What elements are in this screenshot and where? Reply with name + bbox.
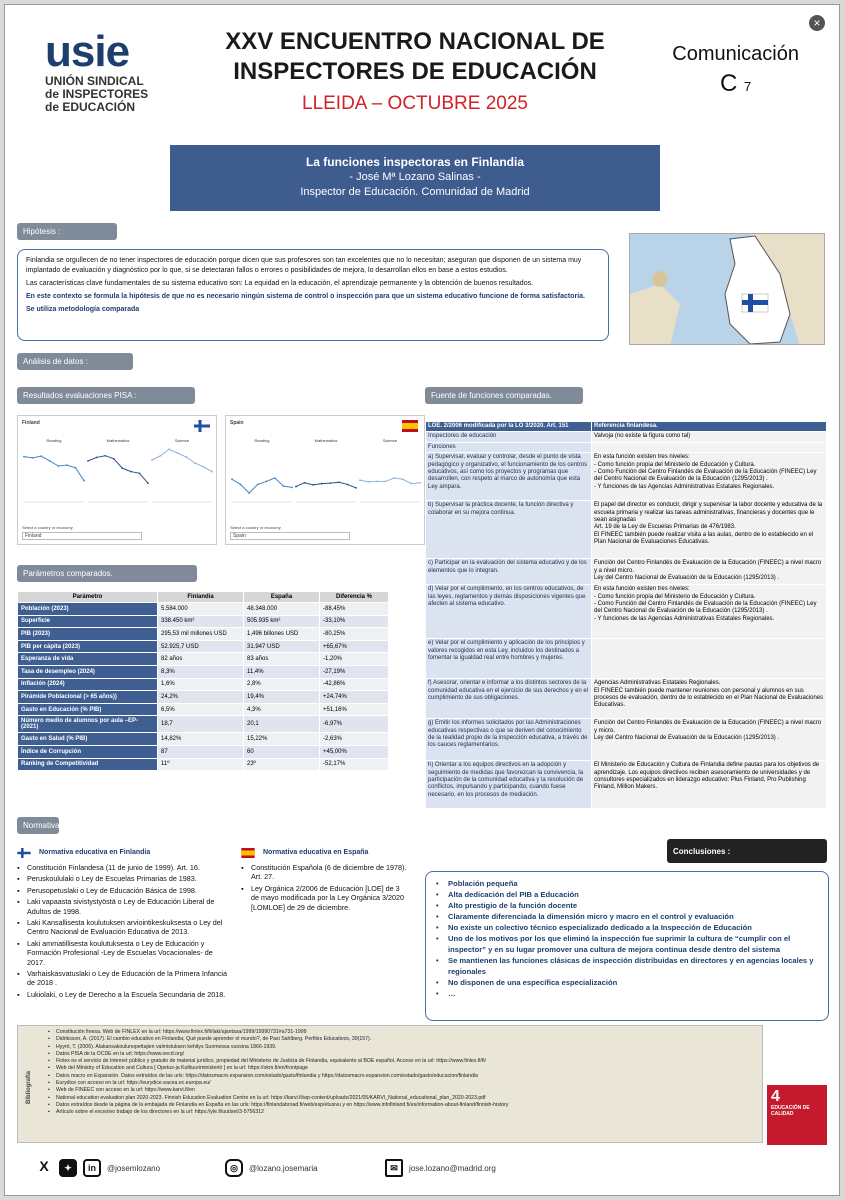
params-cell: 5.584.000	[158, 603, 244, 616]
params-cell: +51,16%	[320, 703, 389, 716]
sources-row	[426, 442, 827, 452]
params-cell: 20,1	[244, 716, 320, 733]
logo-line: UNIÓN SINDICAL	[45, 74, 144, 88]
bibliografia-item: ▪ Didriksson, A. (2017). El cambio educativo en Finlandia; Qué puede aprender el mundo?, de Pasi Sahlberg. Perfiles Educativos, 39(157).	[48, 1036, 756, 1043]
data-point	[203, 466, 205, 468]
data-point	[194, 462, 196, 464]
sources-header-row	[426, 422, 827, 432]
twitter-icon[interactable]: ✦	[59, 1159, 77, 1177]
series-line	[360, 478, 420, 484]
bibliografia-item: ▪ National education evaluation plan 2020-2023. Finnish Education Evaluation Centre en la url: https://karvi.fi/wp-content/uploads/2021/05/KARVI_National_educational_plan_2020-2023.pdf	[48, 1095, 756, 1102]
normativa-item: ▪ Constitución Finlandesa (11 de junio de 1999). Art. 16.	[17, 863, 232, 872]
bibliografia-item: ▪ Web del Ministry of Education and Cultura [ Opetus-ja Kulttuuriministeriö ] en la url: https://okm.fi/en/frontpage	[48, 1065, 756, 1072]
params-cell: 338.450 km²	[158, 615, 244, 628]
params-row	[18, 603, 389, 616]
logo-word: usie	[45, 27, 130, 76]
params-cell: 11,4%	[244, 665, 320, 678]
paper-author: - José Mª Lozano Salinas -	[349, 171, 481, 183]
params-cell: 15,22%	[244, 733, 320, 746]
finland-flag-icon	[194, 420, 210, 432]
sources-row	[426, 639, 827, 679]
params-cell: -2,63%	[320, 733, 389, 746]
normativa-item: ▪ Lukiolaki, o Ley de Derecho a la Escuela Secundaria de 2018.	[17, 990, 232, 999]
fuente-tag: Fuente de funciones comparadas.	[425, 387, 583, 404]
normativa-tag: Normativa.	[17, 817, 59, 834]
data-point	[385, 481, 387, 483]
params-row	[18, 628, 389, 641]
data-point	[265, 481, 267, 483]
communication-code	[672, 43, 799, 98]
chart-panel-label: Science	[382, 438, 398, 443]
bibliografia-item: ▪ Artículo sobre el excesivo trabajo de los directores en la url: https://yle.fi/uutiset/3-5756312	[48, 1109, 756, 1116]
data-point	[211, 471, 213, 473]
params-cell: +45,00%	[320, 745, 389, 758]
params-cell: 19,4%	[244, 691, 320, 704]
data-point	[359, 479, 361, 481]
normativa-item: ▪ Constitución Española (6 de diciembre de 1978). Art. 27.	[241, 863, 407, 882]
social-handle[interactable]: @josemlozano	[107, 1163, 161, 1173]
data-point	[96, 457, 98, 459]
sources-row	[426, 432, 827, 442]
bibliografia-item: ▪ Constitución finesa. Web de FINLEX en la url: https://www.finlex.fi/fi/laki/ajantasa/1999/19990731#a731-1999	[48, 1029, 756, 1036]
conclusion-item: • Uno de los motivos por los que eliminó la inspección fue suprimir la cultura de “cumplir con el inspector” y en su lugar promover una cultura de mejora continua desde dentro del sistema	[436, 933, 818, 955]
params-cell: 60	[244, 745, 320, 758]
sources-row	[426, 453, 827, 501]
data-point	[66, 464, 68, 466]
instagram-link	[225, 1159, 318, 1177]
data-point	[32, 457, 34, 459]
params-cell: 87	[158, 745, 244, 758]
sources-cell: En esta función existen tres niveles: - Como función propia del Ministerio de Educación y Cultura. - Como Función del Centro Finlandés de Evaluación de la Educación (FINEEC) Ley del Centro Nacional de Evaluación de la Educación (1295/2013) . - Y funciones de las Agencias Administrativas Estatales Regionales.	[592, 453, 827, 501]
normativa-item: ▪ Laki Kansallisesta koulutuksen arviointikeskuksesta o Ley del Centro Nacional de Evaluación Educativa de 2013.	[17, 918, 232, 937]
bibliografia-item: ▪ Web de FINEEC con acceso en la url: https://www.karvi.fi/en	[48, 1087, 756, 1094]
normativa-finlandia	[17, 848, 232, 1001]
params-cell: Esperanza de vida	[18, 653, 158, 666]
normativa-item: ▪ Varhaiskasvatuslaki o Ley de Educación de la Primera Infancia de 2018 .	[17, 969, 232, 988]
data-point	[121, 467, 123, 469]
sources-cell: Función del Centro Finlandés de Evaluación de la Educación (FINEEC) a nivel macro y micro. Ley del Centro Nacional de Evaluación de la Educación (1295/2013) .	[592, 719, 827, 761]
params-row	[18, 678, 389, 691]
sources-cell: Funciones	[426, 442, 592, 452]
poster	[4, 4, 840, 1196]
hipotesis-box	[17, 249, 609, 341]
data-point	[321, 483, 323, 485]
spain-flag-icon	[241, 848, 255, 858]
paper-title-box	[170, 145, 660, 211]
params-cell: Ranking de Competitividad	[18, 758, 158, 771]
hipotesis-p3: En este contexto se formula la hipótesis de que no es necesario ningún sistema de control o inspección para que un sistema educativo funcione de forma satisfactoria.	[26, 293, 585, 300]
sources-header-right: Referencia finlandesa.	[592, 422, 827, 432]
data-point	[49, 460, 51, 462]
params-header: Parámetro	[18, 592, 158, 603]
conclusion-item: • Se mantienen las funciones clásicas de inspección distribuidas en directores y en agencias locales y regionales	[436, 955, 818, 977]
data-point	[312, 484, 314, 486]
data-point	[393, 477, 395, 479]
params-table	[17, 591, 389, 771]
close-icon[interactable]: ×	[809, 15, 825, 31]
normativa-item: ▪ Laki ammatillisesta koulutuksesta o Ley de Educación y Formación Profesional -Ley de Escuelas Vocacionales- de 2017.	[17, 939, 232, 967]
data-point	[23, 456, 25, 458]
bibliografia-item: ▪ Hyyrö, T. (2006). Alakansakoulunopettajien valmistuksen kehitys Suomessa vuosina 1866-1939.	[48, 1044, 756, 1051]
params-cell: 1,496 billones USD	[244, 628, 320, 641]
data-point	[376, 481, 378, 483]
params-header: España	[244, 592, 320, 603]
conclusion-item: • Alto prestigio de la función docente	[436, 900, 818, 911]
sources-cell: a) Supervisar, evaluar y controlar, desde el punto de vista pedagógico y organizativo, el funcionamiento de los centros educativos, así como los proyectos y programas que desarrollen, con respeto al marco de autonomía que esta Ley ampara.	[426, 453, 592, 501]
hipotesis-p1: Finlandia se orgullecen de no tener inspectores de educación porque dicen que sus profesores son tan excelentes que no lo necesitan; aseguran que disponen de un sistema muy implantado de evaluación y diagnóstico por lo que, si se detectaran fallos o errores o posibilidades de mejora, lo desarrollan ellos en base a estos estudios.	[26, 257, 582, 274]
communication-number: 7	[744, 79, 752, 94]
sources-cell: Valvoja (no existe la figura como tal)	[592, 432, 827, 442]
hipotesis-p2: Las características clave fundamentales de su sistema educativo son: La equidad en la educación, el aprendizaje permanente y la obtención de buenos resultados.	[26, 280, 534, 287]
sources-table	[425, 421, 827, 809]
params-cell: -6,97%	[320, 716, 389, 733]
data-point	[295, 486, 297, 488]
params-cell: 23º	[244, 758, 320, 771]
params-row	[18, 665, 389, 678]
sources-cell: h) Orientar a los equipos directivos en la adopción y seguimiento de medidas que favorezcan la convivencia, la participación de la comunidad educativa y la resolución de conflictos, impulsando y participando, cuando fuese necesario, en los procesos de mediación.	[426, 761, 592, 809]
sources-header-left: LOE. 2/2006 modificada por la LO 3/2020. Art. 151	[426, 422, 592, 432]
normativa-fi-list	[17, 863, 232, 999]
params-row	[18, 716, 389, 733]
params-cell: +24,74%	[320, 691, 389, 704]
data-point	[113, 458, 115, 460]
params-row	[18, 640, 389, 653]
params-cell: -1,20%	[320, 653, 389, 666]
params-cell: -80,25%	[320, 628, 389, 641]
bibliografia-item: ▪ Finlex es el servicio de Internet público y gratuito de material jurídico, propiedad del Ministerio de Justicia de Finlandia, equivalente al BOE español. Acceso en la url: https://www.finlex.fi/fi/	[48, 1058, 756, 1065]
sources-row	[426, 679, 827, 719]
email-link	[385, 1159, 496, 1177]
normativa-item: ▪ Peruskoululaki o Ley de Escuelas Primarias de 1983.	[17, 874, 232, 883]
bibliografia-list	[48, 1029, 756, 1117]
params-cell: -27,19%	[320, 665, 389, 678]
params-cell: 6,5%	[158, 703, 244, 716]
data-point	[419, 482, 421, 484]
pisa-chart-spain	[225, 415, 425, 545]
sources-cell: b) Supervisar la práctica docente, la función directiva y colaborar en su mejora continua.	[426, 501, 592, 559]
params-row	[18, 703, 389, 716]
params-cell: 52.925,7 USD	[158, 640, 244, 653]
title-line-2: INSPECTORES DE EDUCACIÓN	[233, 58, 597, 85]
params-cell: -88,45%	[320, 603, 389, 616]
conclusion-item: • Alta dedicación del PIB a Educación	[436, 889, 818, 900]
params-cell: 83 años	[244, 653, 320, 666]
title-line-1: XXV ENCUENTRO NACIONAL DE	[225, 28, 605, 55]
data-point	[347, 484, 349, 486]
data-point	[57, 465, 59, 467]
conclusion-item: • Población pequeña	[436, 878, 818, 889]
data-point	[177, 452, 179, 454]
data-point	[291, 487, 293, 489]
params-cell: -52,17%	[320, 758, 389, 771]
normativa-fi-heading	[17, 848, 232, 858]
pisa-tag: Resultados evaluaciones PISA :	[17, 387, 195, 404]
bibliografia-item: ▪ Datos macro en Expansión. Datos extraídos de las urls: https://datosmacro.expansion.com/estado/gasto/finlandia y https://datosmacro.expansion.com/estado/gasto/educacion/finlandia	[48, 1073, 756, 1080]
x-icon[interactable]: X	[39, 1158, 49, 1174]
params-cell: Gasto en Educación (% PIB)	[18, 703, 158, 716]
communication-label: Comunicación	[672, 43, 799, 65]
finland-map	[629, 233, 825, 345]
sdg-label: EDUCACIÓN DE CALIDAD	[771, 1105, 810, 1117]
bibliografia-item: ▪ Datos PISA de la OCDE en la url: https://www.oecd.org/	[48, 1051, 756, 1058]
params-cell: Pirámide Poblacional (> 65 años))	[18, 691, 158, 704]
params-cell: 295,53 mil millones USD	[158, 628, 244, 641]
data-point	[368, 481, 370, 483]
params-cell: 18,7	[158, 716, 244, 733]
sources-cell: En esta función existen tres niveles: - Como función propia del Ministerio de Educación y Cultura. - Como Función del Centro Finlandés de Evaluación de la Educación (FINEEC) Ley del Centro Nacional de Evaluación de la Educación (1295/2013) . - Y funciones de las Agencias Administrativas Estatales Regionales.	[592, 585, 827, 639]
series-line	[152, 449, 212, 471]
data-point	[87, 460, 89, 462]
bibliografia-label: Bibliografía	[26, 1070, 32, 1104]
conclusion-item: • No disponen de una específica especialización	[436, 977, 818, 988]
params-cell: 8,3%	[158, 665, 244, 678]
params-cell: Tasa de desempleo (2024)	[18, 665, 158, 678]
params-row	[18, 745, 389, 758]
params-cell: 48.348.000	[244, 603, 320, 616]
sources-cell	[592, 639, 827, 679]
params-cell: 14,82%	[158, 733, 244, 746]
linkedin-icon[interactable]: in	[83, 1159, 101, 1177]
conference-subtitle: LLEIDA – OCTUBRE 2025	[302, 93, 528, 114]
footer	[35, 1151, 815, 1181]
sources-cell: Función del Centro Finlandés de Evaluación de la Educación (FINEEC) a nivel macro y a nivel micro. Ley del Centro Nacional de Evaluación de la Educación (1295/2013) .	[592, 559, 827, 585]
data-point	[304, 482, 306, 484]
normativa-item: ▪ Ley Orgánica 2/2006 de Educación [LOE] de 3 de mayo modificada por la Ley Orgánica 3/2020 [LOMLOE] de 29 de diciembre.	[241, 884, 407, 912]
params-row	[18, 758, 389, 771]
data-point	[248, 492, 250, 494]
chart-plot	[228, 434, 424, 514]
chart-panel-label: Reading	[254, 438, 270, 443]
chart-title: Finland	[22, 420, 40, 426]
bibliografia-item: ▪ Datos extraídos desde la página de la embajada de Finlandia en España en las urls: https://finlandabroad.fi/web/esp/etusivu y en https://www.infofinland.fi/es/information-about-finland/finnish-history	[48, 1102, 756, 1109]
chart-panel-label: Reading	[46, 438, 62, 443]
params-cell: Índice de Corrupción	[18, 745, 158, 758]
normativa-es-title: Normativa educativa en España	[263, 849, 369, 857]
parametros-tag: Parámetros comparados.	[17, 565, 197, 582]
normativa-item: ▪ Perusopetuslaki o Ley de Educación Básica de 1998.	[17, 886, 232, 895]
sources-row	[426, 761, 827, 809]
params-cell: Superficie	[18, 615, 158, 628]
conclusion-item: • Claramente diferenciada la dimensión micro y macro en el control y evaluación	[436, 911, 818, 922]
conclusion-item: • No existe un colectivo técnico especializado dedicado a la Inspección de Educación	[436, 922, 818, 933]
logo-line: de INSPECTORES	[45, 87, 149, 101]
chart-title: Spain	[230, 420, 244, 426]
data-point	[283, 485, 285, 487]
data-point	[355, 487, 357, 489]
email-icon[interactable]: ✉	[385, 1159, 403, 1177]
instagram-handle[interactable]: @lozano.josemaria	[249, 1163, 318, 1173]
params-cell: Población (2023)	[18, 603, 158, 616]
country-select[interactable]: Finland	[22, 532, 142, 540]
data-point	[104, 455, 106, 457]
params-cell: 24,2%	[158, 691, 244, 704]
sources-row	[426, 719, 827, 761]
data-point	[274, 477, 276, 479]
data-point	[402, 478, 404, 480]
data-point	[40, 455, 42, 457]
email-address[interactable]: jose.lozano@madrid.org	[409, 1163, 496, 1173]
data-point	[257, 484, 259, 486]
chart-plot	[20, 434, 216, 514]
params-cell: PIB per cápita (2023)	[18, 640, 158, 653]
instagram-icon[interactable]: ◎	[225, 1159, 243, 1177]
sources-cell	[592, 442, 827, 452]
normativa-es-heading	[241, 848, 407, 858]
spain-flag-icon	[402, 420, 418, 432]
data-point	[130, 471, 132, 473]
communication-id	[672, 70, 799, 98]
sources-cell: c) Participar en la evaluación del sistema educativo y de los elementos que lo integran.	[426, 559, 592, 585]
sources-row	[426, 559, 827, 585]
data-point	[231, 478, 233, 480]
params-cell: -33,10%	[320, 615, 389, 628]
logo-line: de EDUCACIÓN	[45, 100, 136, 114]
params-row	[18, 691, 389, 704]
data-point	[147, 482, 149, 484]
params-cell: 4,3%	[244, 703, 320, 716]
series-line	[88, 456, 148, 483]
pisa-chart-finland	[17, 415, 217, 545]
sources-cell: El Ministerio de Educación y Cultura de Finlandia define pautas para los objetivos de aprendizaje. Los equipos directivos reciben asesoramiento de universidades y de consultores especializados en liderazgo educativo: Plus Finland, Pro Publishing Finland, Million Makers.	[592, 761, 827, 809]
params-cell: Inflación (2024)	[18, 678, 158, 691]
sources-cell: g) Emitir los informes solicitados por las Administraciones educativas respectivas o que se deriven del conocimiento de la realidad propio de la inspección educativa, a través de los cauces reglamentarios.	[426, 719, 592, 761]
params-cell: 31.947 USD	[244, 640, 320, 653]
data-point	[411, 483, 413, 485]
normativa-fi-title: Normativa educativa en Finlandia	[39, 849, 151, 857]
sdg-number: 4	[771, 1088, 780, 1105]
hipotesis-p4: Se utiliza metodología comparada	[26, 306, 140, 313]
conference-title	[205, 27, 625, 119]
sources-cell: f) Asesorar, orientar e informar a los distintos sectores de la comunidad educativa en el ejercicio de sus derechos y en el cumplimiento de sus obligaciones.	[426, 679, 592, 719]
params-cell: 1,6%	[158, 678, 244, 691]
data-point	[151, 459, 153, 461]
normativa-espana	[241, 848, 407, 914]
sources-cell: Agencias Administrativas Estatales Regionales. El FINEEC también puede mantener reuniones con personal y alumnos en sus procesos de evaluación, dentro de lo establecido en el Plan Nacional de Evaluaciones Educativas.	[592, 679, 827, 719]
communication-letter: C	[720, 70, 738, 97]
analisis-tag: Análisis de datos :	[17, 353, 133, 370]
conclusiones-list	[436, 878, 818, 999]
bibliografia-item: ▪ Eurydice con acceso en la url: https://eurydice.eacea.ec.europa.eu/	[48, 1080, 756, 1087]
sources-row	[426, 585, 827, 639]
data-point	[139, 472, 141, 474]
sources-cell: d) Velar por el cumplimiento, en los centros educativos, de las leyes, reglamentos y demás disposiciones vigentes que afecten al sistema educativo.	[426, 585, 592, 639]
params-header: Finlandia	[158, 592, 244, 603]
normativa-item: ▪ Laki vapaasta sivistystyöstä o Ley de Educación Liberal de Adultos de 1998.	[17, 897, 232, 916]
select-label: Select a country or economy	[22, 525, 73, 530]
sources-cell: Inspectores de educación	[426, 432, 592, 442]
chart-panel-label: Mathematics	[314, 438, 338, 443]
conclusion-item: • …	[436, 988, 818, 999]
sources-row	[426, 501, 827, 559]
params-cell: +65,67%	[320, 640, 389, 653]
params-cell: 82 años	[158, 653, 244, 666]
data-point	[185, 456, 187, 458]
hipotesis-tag: Hipótesis :	[17, 223, 117, 240]
country-select[interactable]: Spain	[230, 532, 350, 540]
sources-cell: e) Velar por el cumplimiento y aplicación de los principios y valores recogidos en esta Ley, incluidos los destinados a fomentar la igualdad real entre hombres y mujeres.	[426, 639, 592, 679]
finland-flag-icon	[17, 848, 31, 858]
paper-title: La funciones inspectoras en Finlandia	[305, 155, 525, 169]
params-cell: PIB (2023)	[18, 628, 158, 641]
paper-author-role: Inspector de Educación. Comunidad de Madrid	[300, 186, 530, 198]
usie-logo	[45, 29, 165, 114]
conclusiones-tag: Conclusiones :	[667, 839, 827, 863]
params-cell: 11º	[158, 758, 244, 771]
params-row	[18, 733, 389, 746]
data-point	[83, 480, 85, 482]
social-links	[35, 1159, 160, 1177]
params-cell: Número medio de alumnos por aula –EP- (2021)	[18, 716, 158, 733]
params-header-row	[18, 592, 389, 603]
sources-cell: El papel del director es conducir, dirigir y supervisar la labor docente y educativa de la escuela primaria y realizar las tareas administrativas, financieras y docentes que le sean asignadas Art. 19 de la Ley de Escuelas Primarias de 476/1983. El FINEEC también puede realizar visita a las aulas, dentro de lo establecido en el Plan Nacional de Evaluaciones Educativas.	[592, 501, 827, 559]
data-point	[75, 467, 77, 469]
conclusiones-box	[425, 871, 829, 1021]
data-point	[160, 455, 162, 457]
normativa-es-list	[241, 863, 407, 912]
params-row	[18, 653, 389, 666]
params-cell: 2,8%	[244, 678, 320, 691]
params-cell: -42,86%	[320, 678, 389, 691]
select-label: Select a country or economy	[230, 525, 281, 530]
params-row	[18, 615, 389, 628]
bibliografia-box	[17, 1025, 763, 1143]
params-cell: 505.935 km²	[244, 615, 320, 628]
params-header: Diferencia %	[320, 592, 389, 603]
chart-panel-label: Science	[174, 438, 190, 443]
data-point	[329, 482, 331, 484]
chart-panel-label: Mathematics	[106, 438, 130, 443]
data-point	[240, 484, 242, 486]
params-cell: Gasto en Salud (% PIB)	[18, 733, 158, 746]
data-point	[168, 448, 170, 450]
data-point	[338, 481, 340, 483]
sdg-badge	[767, 1085, 827, 1145]
